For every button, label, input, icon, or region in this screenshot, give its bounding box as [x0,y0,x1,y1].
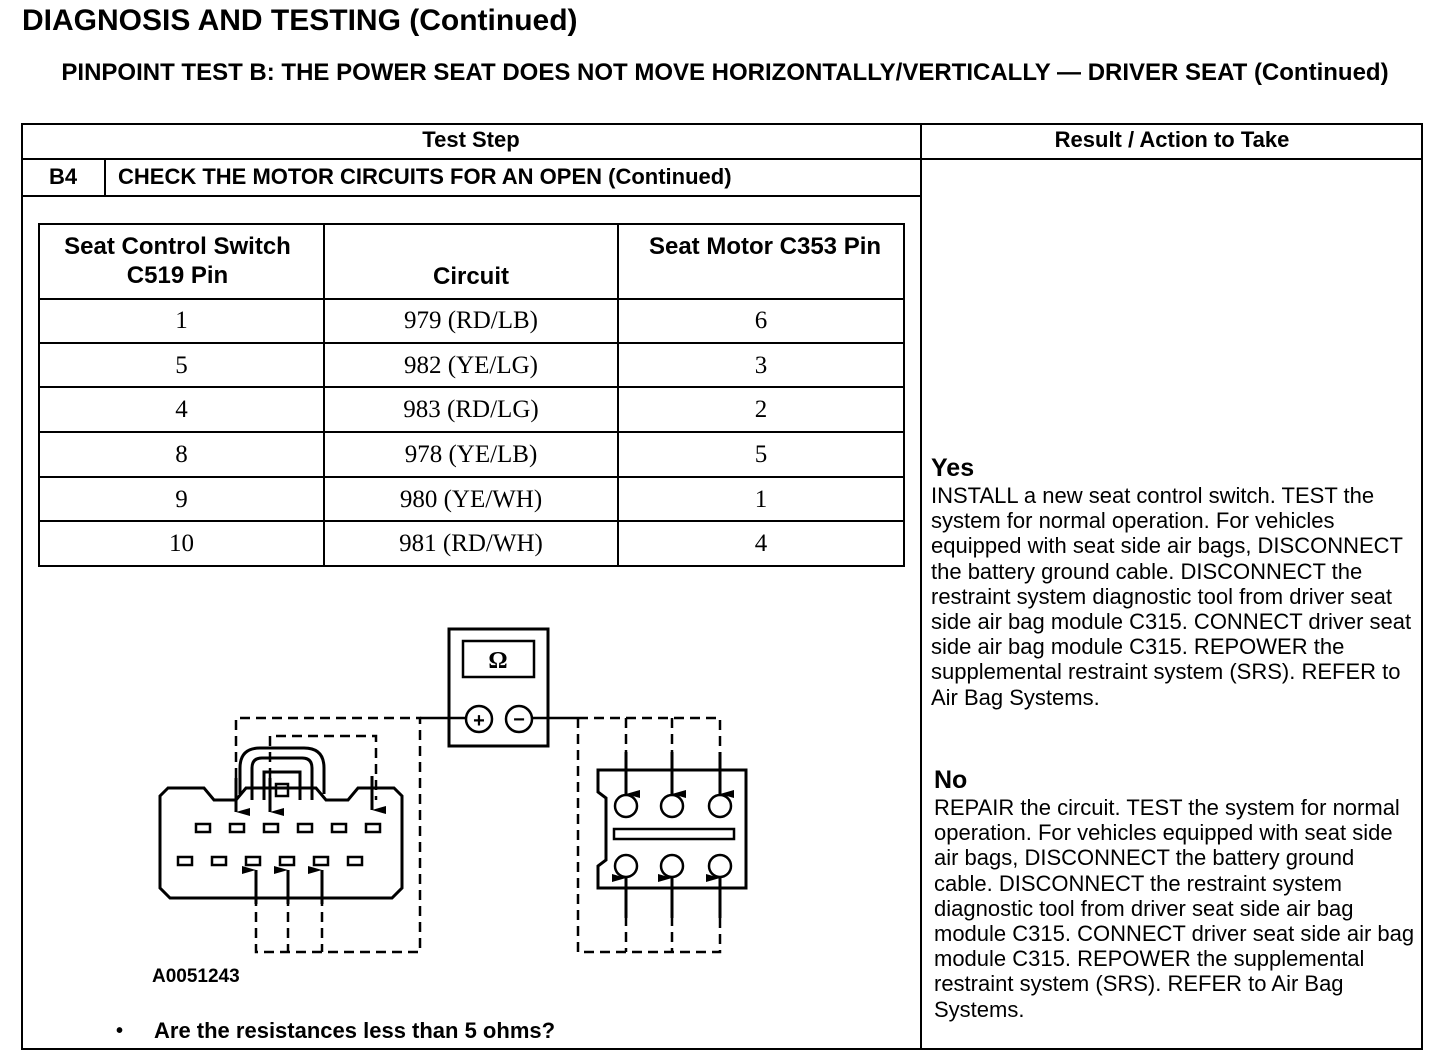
figure-id: A0051243 [152,966,240,987]
step-title: CHECK THE MOTOR CIRCUITS FOR AN OPEN (Continued) [118,164,732,189]
circuit-cell: 980 (YE/WH) [399,486,543,513]
page-title: DIAGNOSIS AND TESTING (Continued) [22,4,578,37]
minus-terminal: − [513,709,525,731]
ohmmeter [449,629,548,746]
no-action-text: REPAIR the circuit. TEST the system for normal operation. For vehicles equipped with seat side air bags, DISCONNECT the battery ground cable. DISCONNECT the restraint system diagnostic tool from driver seat side air bag module C315. CONNECT driver seat side air bag module C315. REPOWER the supplemental restraint system (SRS). REFER to Air Bag Systems. [934,795,1415,1022]
col-header-switch-pin: Seat Control Switch C519 Pin [64,233,291,289]
switch-pin-cell: 10 [169,530,194,557]
circuit-cell: 979 (RD/LB) [403,307,539,334]
no-result [934,766,1418,1022]
motor-pin-cell: 5 [754,441,768,468]
plus-terminal: + [473,710,485,732]
motor-pin-cell: 1 [754,486,768,513]
switch-connector-c519 [160,748,402,898]
result-header: Result / Action to Take [1054,127,1290,152]
switch-pin-cell: 8 [175,441,188,468]
question-bullet: • [116,1020,124,1042]
step-id: B4 [48,164,78,189]
yes-result [931,454,1415,710]
col-header-motor-pin: Seat Motor C353 Pin [648,233,882,260]
motor-pin-cell: 6 [754,307,768,334]
column-divider [920,123,922,1050]
no-label: No [934,766,968,794]
col-header-circuit: Circuit [432,263,509,290]
circuit-cell: 982 (YE/LG) [404,352,538,379]
test-step-header: Test Step [422,127,520,152]
motor-pin-cell: 4 [754,530,768,557]
yes-label: Yes [931,454,975,482]
circuit-cell: 978 (YE/LB) [404,441,538,468]
switch-pin-cell: 9 [175,486,188,513]
circuit-cell: 983 (RD/LG) [403,396,539,423]
question-text: Are the resistances less than 5 ohms? [154,1018,556,1043]
ohm-symbol: Ω [488,648,508,674]
motor-pin-cell: 3 [754,352,768,379]
switch-pin-cell: 5 [175,352,188,379]
switch-pin-cell: 4 [175,396,188,423]
pinpoint-test-title: PINPOINT TEST B: THE POWER SEAT DOES NOT MOVE HORIZONTALLY/VERTICALLY — DRIVER SEAT (Continued) [61,59,1389,86]
motor-pin-cell: 2 [754,396,768,423]
circuit-cell: 981 (RD/WH) [399,530,543,557]
switch-pin-cell: 1 [175,307,188,334]
yes-action-text: INSTALL a new seat control switch. TEST the system for normal operation. For vehicles equipped with seat side air bags, DISCONNECT the battery ground cable. DISCONNECT the restraint system diagnostic tool from driver seat side air bag module C315. CONNECT driver seat side air bag module C315. REPOWER the supplemental restraint system (SRS). REFER to Air Bag Systems. [931,483,1412,710]
